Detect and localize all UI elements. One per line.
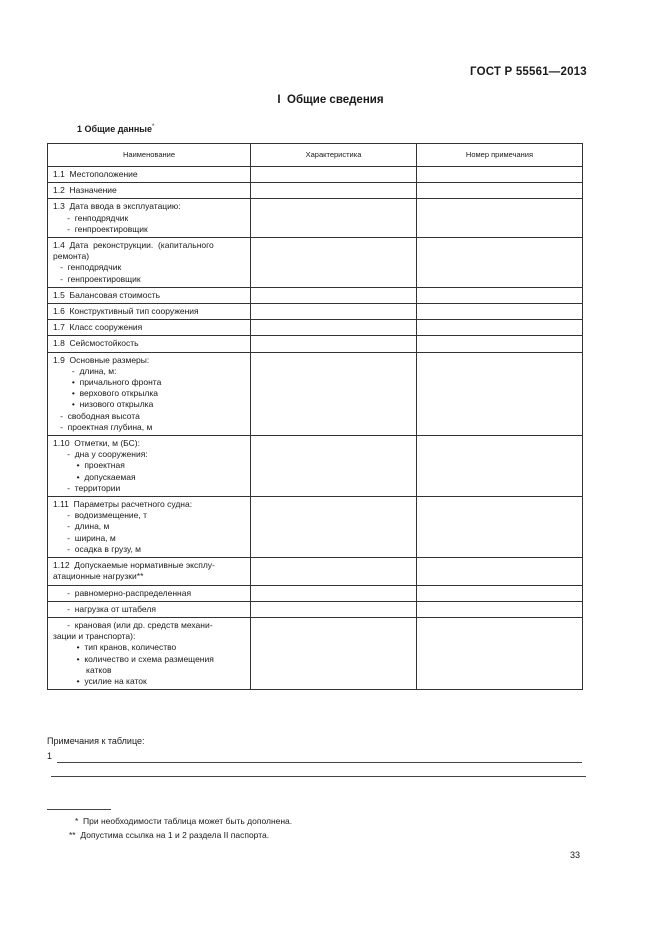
note-number-cell[interactable]	[417, 617, 583, 689]
footnote-2-text: Допустима ссылка на 1 и 2 раздела II паспорта.	[80, 830, 270, 840]
row-name-line: - длина, м	[53, 521, 110, 532]
row-name-line: 1.10 Отметки, м (БС):	[53, 438, 140, 449]
row-name-cell	[48, 238, 251, 288]
row-name-line: 1.12 Допускаемые нормативные эксплу-	[53, 560, 215, 571]
footnote-1	[75, 816, 292, 826]
characteristic-cell[interactable]	[251, 336, 417, 352]
footnote-1-mark: *	[75, 816, 79, 826]
footnote-2	[69, 830, 269, 840]
header-note-number: Номер примечания	[417, 144, 583, 167]
note-number-cell[interactable]	[417, 183, 583, 199]
characteristic-cell[interactable]	[251, 617, 417, 689]
row-name-cell	[48, 320, 251, 336]
row-name-line: - равномерно-распределенная	[53, 587, 192, 598]
row-name-line: - генпроектировщик	[53, 273, 141, 284]
note-number-cell[interactable]	[417, 497, 583, 558]
row-name-cell	[48, 352, 251, 435]
row-name-line: ремонта)	[53, 251, 90, 262]
note-number-cell[interactable]	[417, 238, 583, 288]
table-row	[48, 183, 583, 199]
row-name-cell	[48, 436, 251, 497]
document-code: ГОСТ Р 55561—2013	[470, 66, 587, 78]
characteristic-cell[interactable]	[251, 497, 417, 558]
characteristic-cell[interactable]	[251, 558, 417, 585]
row-name-line: - длина, м:	[53, 365, 117, 376]
note-number-cell[interactable]	[417, 287, 583, 303]
characteristic-cell[interactable]	[251, 167, 417, 183]
note-2-line	[51, 767, 586, 777]
row-name-cell	[48, 617, 251, 689]
row-name-line: 1.6 Конструктивный тип сооружения	[53, 306, 199, 317]
characteristic-cell[interactable]	[251, 436, 417, 497]
header-name: Наименование	[48, 144, 251, 167]
row-name-cell	[48, 287, 251, 303]
header-characteristic: Характеристика	[251, 144, 417, 167]
table-row	[48, 304, 583, 320]
row-name-line: 1.4 Дата реконструкции. (капитального	[53, 240, 214, 251]
row-name-cell	[48, 585, 251, 601]
table-row	[48, 497, 583, 558]
row-name-cell	[48, 558, 251, 585]
table-row	[48, 352, 583, 435]
row-name-cell	[48, 183, 251, 199]
note-number-cell[interactable]	[417, 304, 583, 320]
characteristic-cell[interactable]	[251, 287, 417, 303]
row-name-line: 1.7 Класс сооружения	[53, 322, 143, 333]
row-name-line: 1.5 Балансовая стоимость	[53, 289, 161, 300]
row-name-line: - ширина, м	[53, 532, 116, 543]
row-name-line: - генпроектировщик	[53, 223, 148, 234]
subsection-footnote-mark: *	[151, 124, 155, 130]
note-number-cell[interactable]	[417, 352, 583, 435]
note-number-cell[interactable]	[417, 558, 583, 585]
footnote-1-text: При необходимости таблица может быть дополнена.	[83, 816, 293, 826]
characteristic-cell[interactable]	[251, 183, 417, 199]
row-name-line: - свободная высота	[53, 410, 140, 421]
subsection-title-text: 1 Общие данные	[77, 124, 152, 134]
characteristic-cell[interactable]	[251, 320, 417, 336]
footnote-2-mark: **	[69, 830, 76, 840]
characteristic-cell[interactable]	[251, 238, 417, 288]
table-row	[48, 558, 583, 585]
row-name-cell	[48, 336, 251, 352]
footnote-divider	[47, 809, 111, 810]
table-header-row	[48, 144, 583, 167]
row-name-cell	[48, 601, 251, 617]
row-name-line: - нагрузка от штабеля	[53, 603, 156, 614]
table-row	[48, 320, 583, 336]
row-name-cell	[48, 304, 251, 320]
row-name-line: 1.11 Параметры расчетного судна:	[53, 499, 193, 510]
row-name-line: • допускаемая	[53, 471, 136, 482]
row-name-line: • усилие на каток	[53, 675, 147, 686]
note-number-cell[interactable]	[417, 167, 583, 183]
note-number-cell[interactable]	[417, 601, 583, 617]
row-name-line: - крановая (или др. средств механи-	[53, 619, 213, 630]
characteristic-cell[interactable]	[251, 199, 417, 238]
characteristic-cell[interactable]	[251, 601, 417, 617]
row-name-line: - водоизмещение, т	[53, 510, 147, 521]
row-name-line: - генподрядчик	[53, 262, 122, 273]
notes-title: Примечания к таблице:	[47, 736, 145, 746]
note-number-cell[interactable]	[417, 436, 583, 497]
table-row	[48, 199, 583, 238]
note-number-cell[interactable]	[417, 585, 583, 601]
row-name-cell	[48, 167, 251, 183]
row-name-line: • количество и схема размещения	[53, 653, 214, 664]
row-name-cell	[48, 497, 251, 558]
row-name-line: - территории	[53, 482, 121, 493]
row-name-line: • причального фронта	[53, 377, 162, 388]
row-name-line: - проектная глубина, м	[53, 421, 153, 432]
row-name-line: зации и транспорта):	[53, 631, 136, 642]
row-name-line: - генподрядчик	[53, 212, 129, 223]
table-row	[48, 167, 583, 183]
characteristic-cell[interactable]	[251, 304, 417, 320]
characteristic-cell[interactable]	[251, 585, 417, 601]
row-name-line: • проектная	[53, 460, 125, 471]
table-row	[48, 601, 583, 617]
note-number-cell[interactable]	[417, 320, 583, 336]
characteristic-cell[interactable]	[251, 352, 417, 435]
row-name-line: - осадка в грузу, м	[53, 543, 142, 554]
row-name-line: 1.3 Дата ввода в эксплуатацию:	[53, 201, 181, 212]
table-row	[48, 336, 583, 352]
row-name-line: 1.8 Сейсмостойкость	[53, 338, 139, 349]
row-name-line: катков	[53, 664, 112, 675]
subsection-title	[77, 124, 154, 134]
row-name-line: - дна у сооружения:	[53, 449, 148, 460]
table-body	[48, 167, 583, 690]
table-row	[48, 617, 583, 689]
section-title: I Общие сведения	[277, 94, 384, 106]
note-number-cell[interactable]	[417, 199, 583, 238]
row-name-line: 1.1 Местоположение	[53, 169, 138, 179]
row-name-line: • верхового открылка	[53, 388, 158, 399]
row-name-line: атационные нагрузки**	[53, 571, 144, 582]
table-row	[48, 436, 583, 497]
table-row	[48, 585, 583, 601]
table-row	[48, 238, 583, 288]
note-number-cell[interactable]	[417, 336, 583, 352]
general-data-table	[47, 143, 583, 690]
row-name-line: 1.2 Назначение	[53, 185, 117, 196]
note-1-line	[57, 752, 582, 763]
row-name-line: • низового открылка	[53, 399, 154, 410]
row-name-line: 1.9 Основные размеры:	[53, 354, 150, 365]
page-number: 33	[570, 850, 581, 860]
row-name-cell	[48, 199, 251, 238]
row-name-line: • тип кранов, количество	[53, 642, 177, 653]
table-row	[48, 287, 583, 303]
note-1-number: 1	[47, 751, 53, 761]
